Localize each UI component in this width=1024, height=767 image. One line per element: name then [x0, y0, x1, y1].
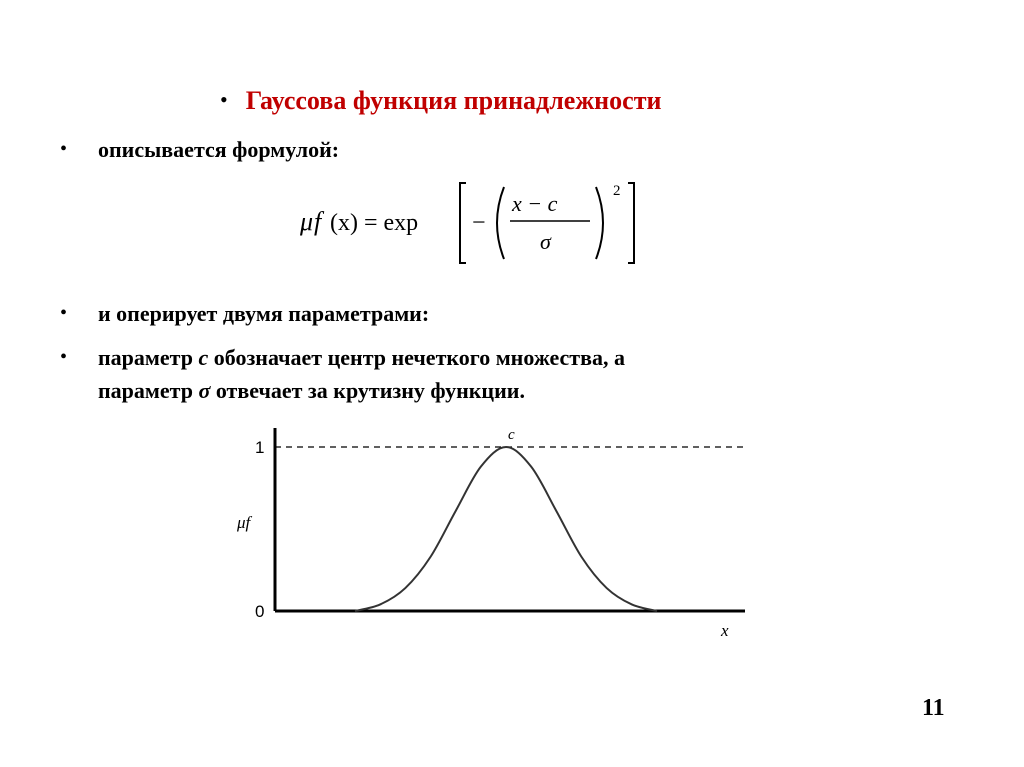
- bullet-line-params: [60, 301, 429, 327]
- slide-title: [220, 86, 661, 116]
- y-axis-label: μf: [237, 513, 251, 532]
- formula-denominator: σ: [540, 229, 551, 254]
- gaussian-curve: [355, 447, 657, 611]
- gaussian-chart: [225, 418, 785, 648]
- peak-label: c: [508, 427, 515, 443]
- formula-minus: −: [472, 210, 486, 236]
- line-text: отвечает за крутизну функции.: [210, 378, 525, 403]
- x-axis-label: x: [721, 621, 729, 640]
- line-text: параметр: [98, 345, 199, 370]
- bullet-icon: •: [220, 87, 228, 112]
- bullet-icon: •: [60, 302, 68, 324]
- line-text: описывается формулой:: [98, 137, 340, 162]
- formula-numerator: x − c: [512, 191, 558, 216]
- line-text: и оперирует двумя параметрами:: [98, 301, 430, 326]
- param-sigma: σ: [198, 378, 211, 403]
- y-tick-label-1: 1: [255, 438, 265, 457]
- right-bracket-icon: [628, 183, 634, 263]
- left-bracket-icon: [460, 183, 466, 263]
- line-text: обозначает центр нечеткого множества, а: [208, 345, 625, 370]
- bullet-icon: •: [60, 346, 68, 368]
- formula-exponent: 2: [613, 183, 621, 199]
- formula-f: f: [314, 207, 322, 236]
- gaussian-formula: [300, 175, 660, 270]
- formula-mu: μ: [300, 207, 314, 236]
- right-paren-icon: [596, 187, 603, 259]
- bullet-line-param-c: [60, 345, 625, 371]
- bullet-icon: •: [60, 138, 68, 160]
- param-sigma-line: [98, 378, 525, 404]
- left-paren-icon: [497, 187, 504, 259]
- bullet-line-formula-intro: [60, 137, 339, 163]
- title-text: Гауссова функция принадлежности: [245, 86, 662, 115]
- line-text: параметр: [98, 378, 199, 403]
- formula-lhs: (x) = exp: [330, 210, 419, 236]
- param-c: c: [198, 345, 209, 370]
- page-number: 11: [922, 695, 945, 721]
- y-tick-label-0: 0: [255, 602, 265, 621]
